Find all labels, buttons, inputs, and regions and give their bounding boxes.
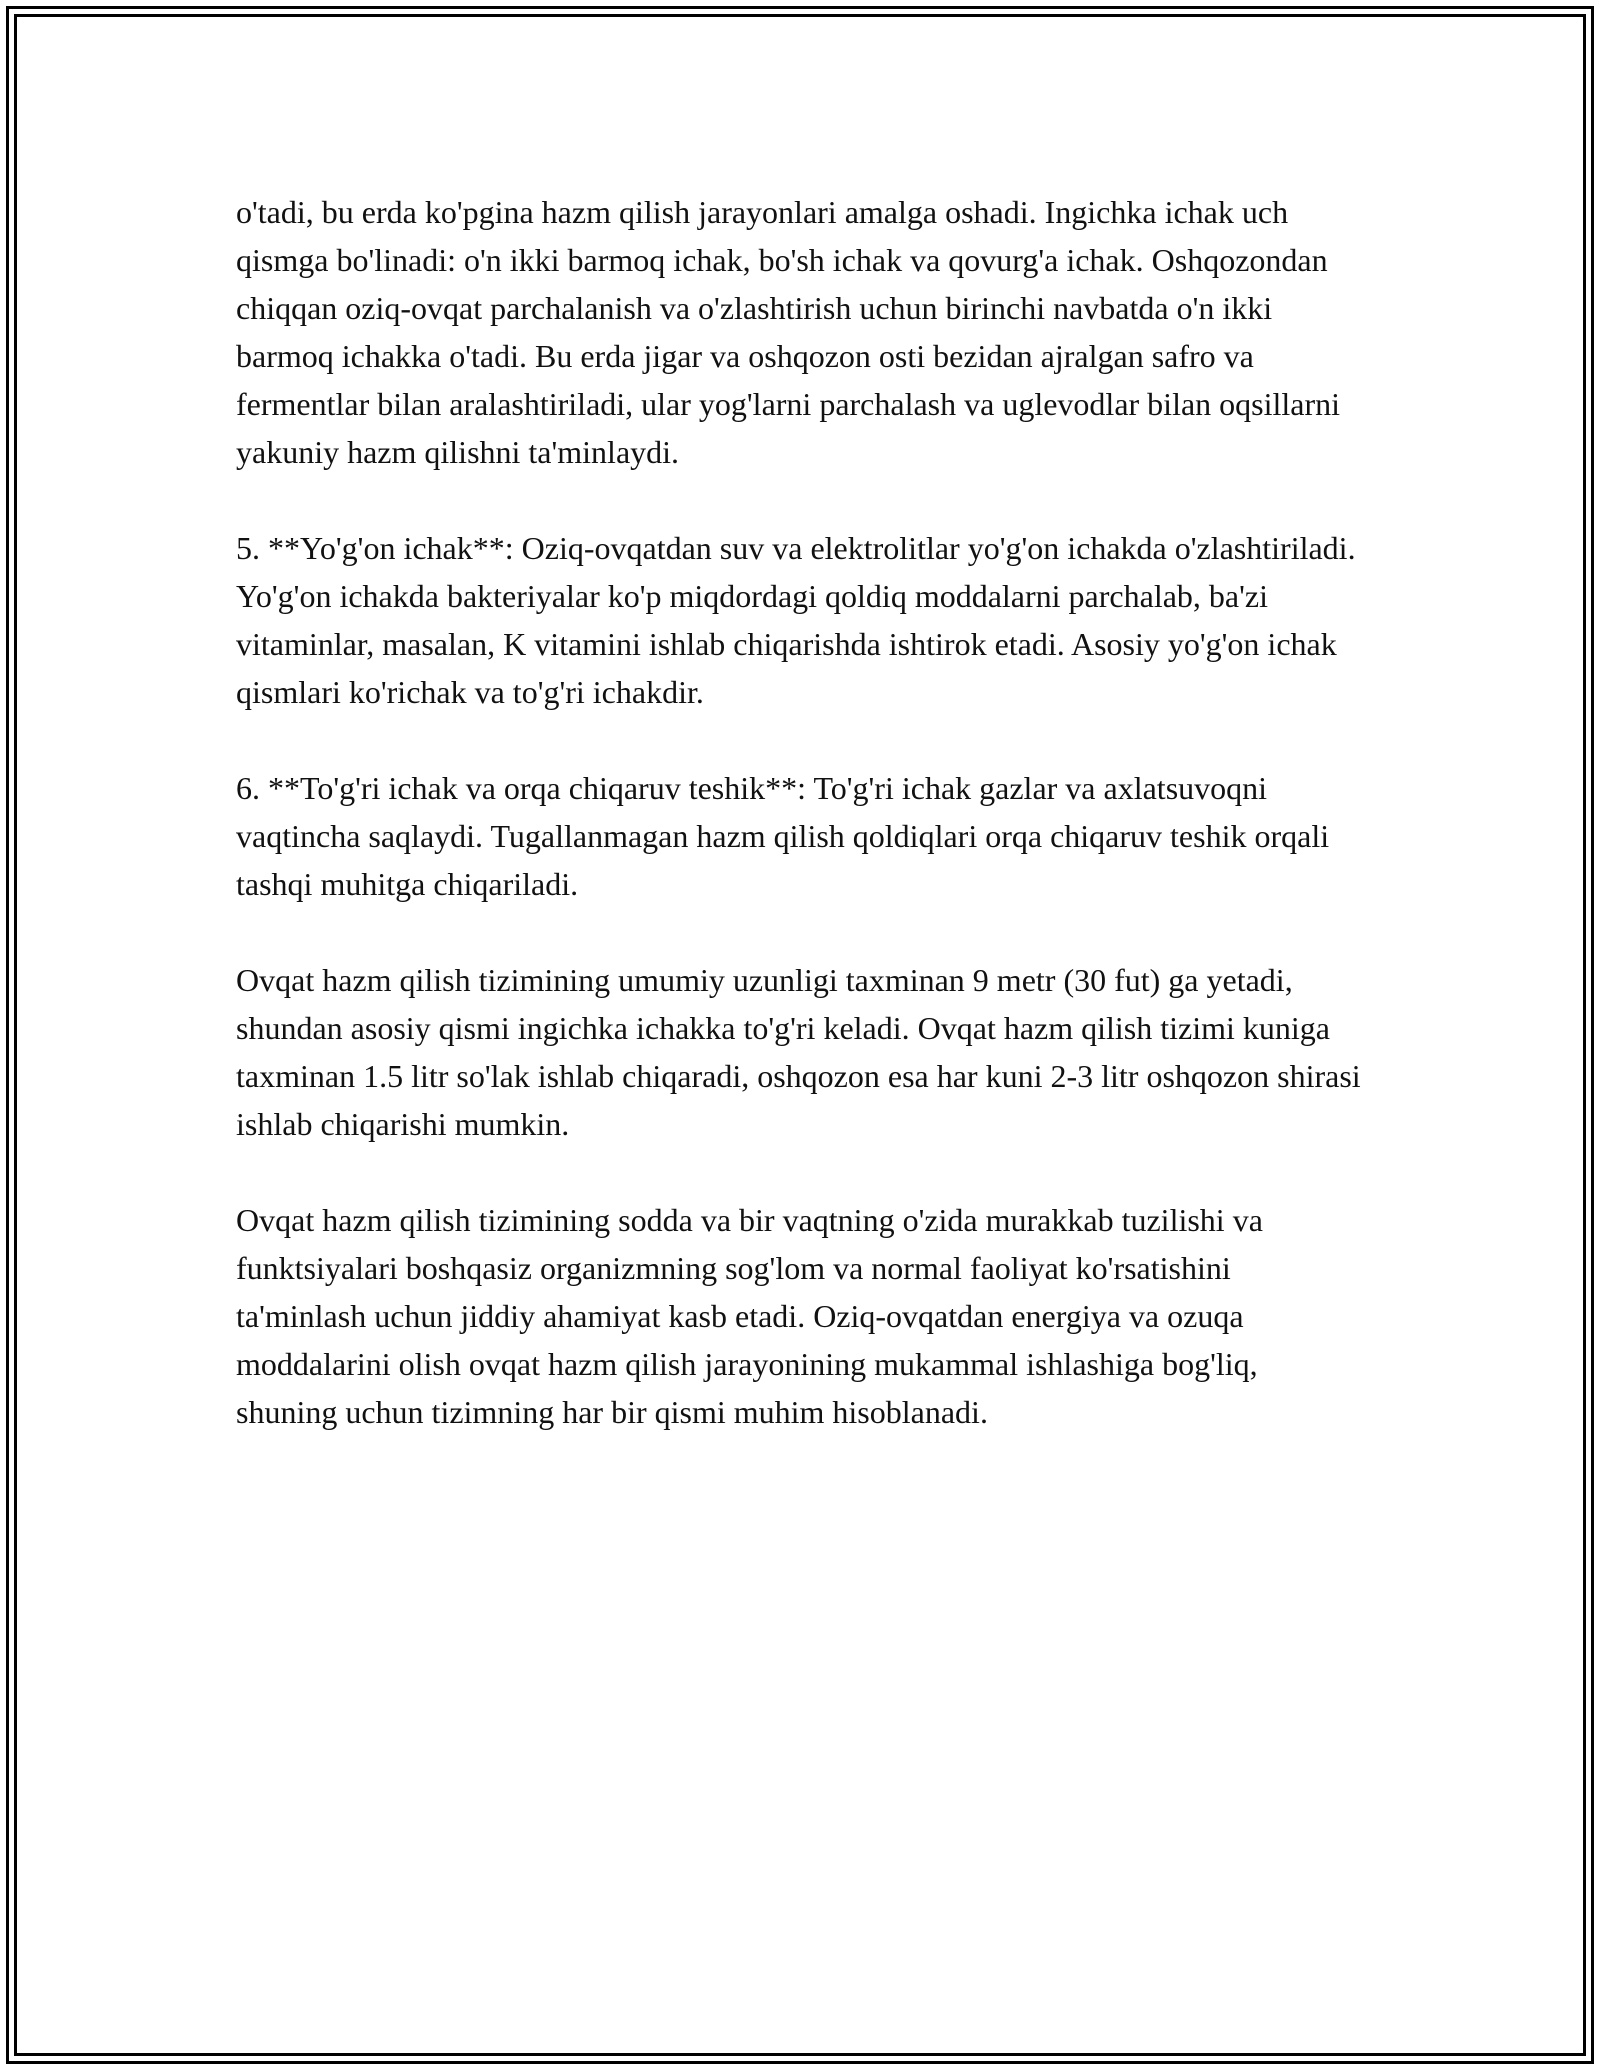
paragraph-small-intestine: o'tadi, bu erda ko'pgina hazm qilish jarayonlari amalga oshadi. Ingichka ichak uch qismga bo'linadi: o'n ikki barmoq ichak, bo'sh ichak va qovurg'a ichak. Oshqozondan chiqqan oziq-ovqat parchalanish va o'zlashtirish uchun birinchi navbatda o'n ikki barmoq ichakka o'tadi. Bu erda jigar va oshqozon osti bezidan ajralgan safro va fermentlar bilan aralashtiriladi, ular yog'larni parchalash va uglevodlar bilan oqsillarni yakuniy hazm qilishni ta'minlaydi. <box>236 194 1341 470</box>
paragraph-conclusion: Ovqat hazm qilish tizimining sodda va bir vaqtning o'zida murakkab tuzilishi va funktsiyalari boshqasiz organizmning sog'lom va normal faoliyat ko'rsatishini ta'minlash uchun jiddiy ahamiyat kasb etadi. Oziq-ovqatdan energiya va ozuqa moddalarini olish ovqat hazm qilish jarayonining mukammal ishlashiga bog'liq, shuning uchun tizimning har bir qismi muhim hisoblanadi. <box>236 1202 1263 1430</box>
paragraph-length-facts: Ovqat hazm qilish tizimining umumiy uzunligi taxminan 9 metr (30 fut) ga yetadi, shundan asosiy qismi ingichka ichakka to'g'ri keladi. Ovqat hazm qilish tizimi kuniga taxminan 1.5 litr so'lak ishlab chiqaradi, oshqozon esa har kuni 2-3 litr oshqozon shirasi ishlab chiqarishi mumkin. <box>236 962 1361 1142</box>
paragraph-large-intestine: 5. **Yo'g'on ichak**: Oziq-ovqatdan suv va elektrolitlar yo'g'on ichakda o'zlashtiriladi. Yo'g'on ichakda bakteriyalar ko'p miqdordagi qoldiq moddalarni parchalab, ba'zi vitaminlar, masalan, K vitamini ishlab chiqarishda ishtirok etadi. Asosiy yo'g'on ichak qismlari ko'richak va to'g'ri ichakdir. <box>236 530 1356 710</box>
document-body <box>236 188 1366 1436</box>
paragraph-rectum: 6. **To'g'ri ichak va orqa chiqaruv teshik**: To'g'ri ichak gazlar va axlatsuvoqni vaqtincha saqlaydi. Tugallanmagan hazm qilish qoldiqlari orqa chiqaruv teshik orqali tashqi muhitga chiqariladi. <box>236 770 1330 902</box>
